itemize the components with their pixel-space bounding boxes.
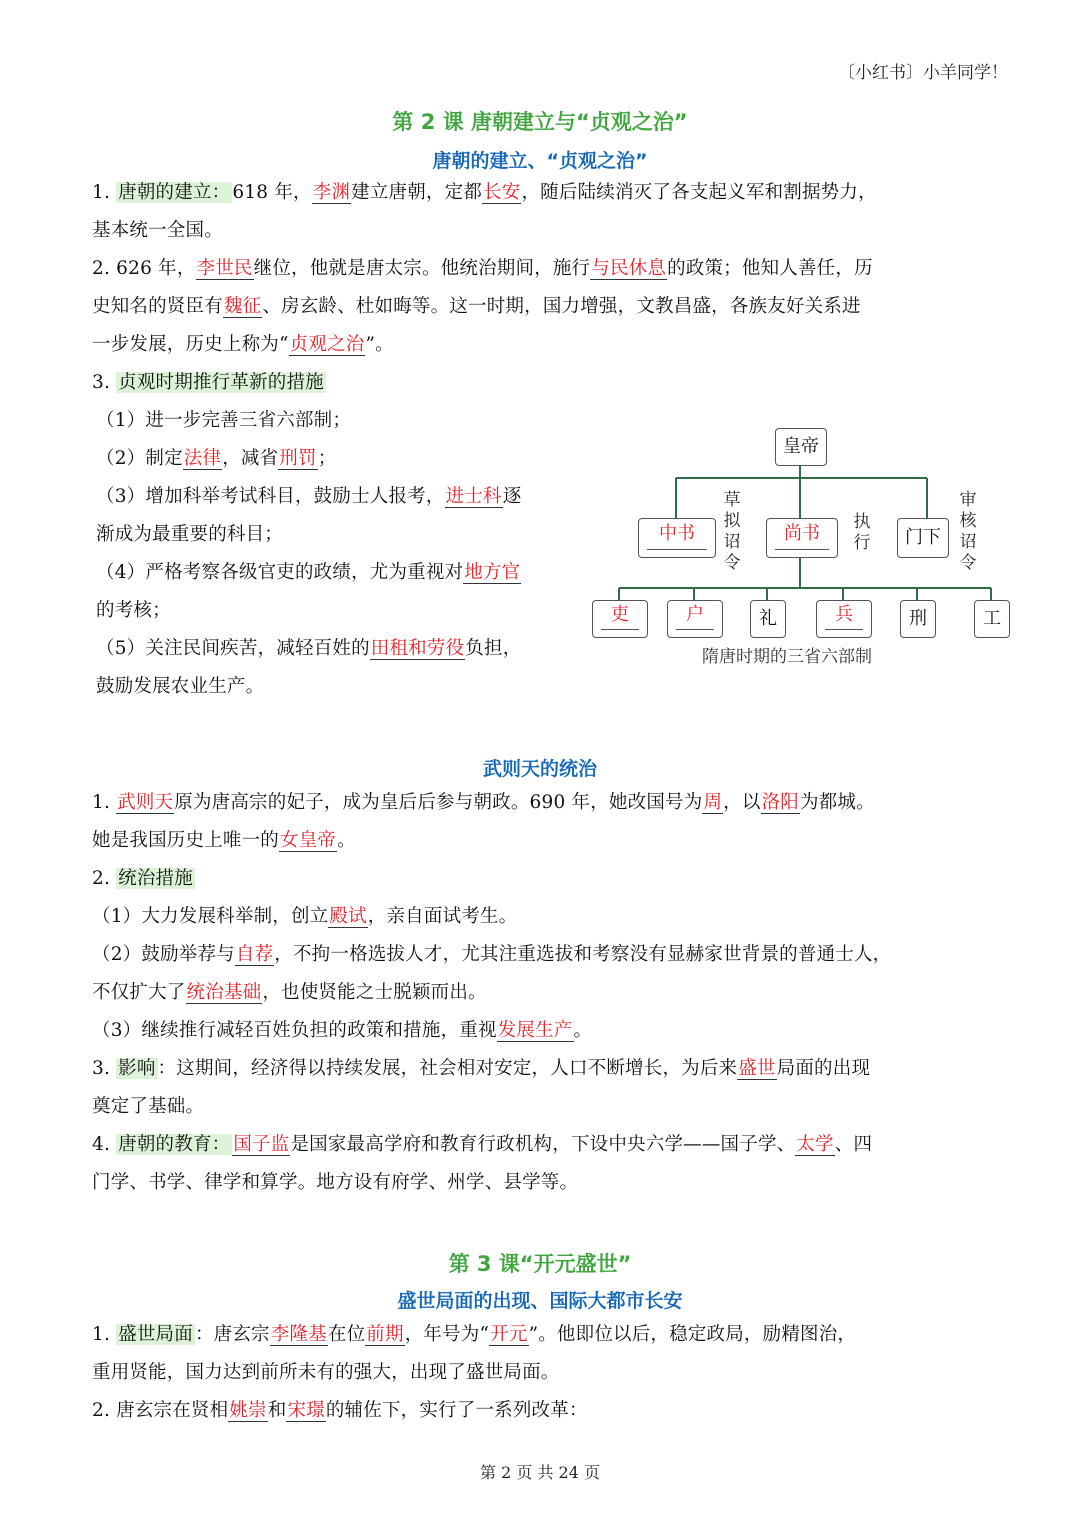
item-number: 2. xyxy=(92,868,117,889)
keyword: 刑罚 xyxy=(279,448,317,469)
paragraph-reforms-heading xyxy=(92,364,992,402)
keyword: 殿试 xyxy=(329,906,367,927)
ministry-personnel xyxy=(592,600,648,638)
ministry-label: 户 xyxy=(686,604,704,625)
item-number: 1. xyxy=(92,792,117,813)
text: 2. 626 年， xyxy=(92,258,196,279)
paragraph-zhenguan xyxy=(92,250,992,364)
text: （2）鼓励举荐与 xyxy=(92,944,235,965)
text: 逐 xyxy=(502,486,522,507)
text: 、四 xyxy=(834,1134,873,1155)
text: 的辅佐下，实行了一系列改革： xyxy=(325,1400,588,1421)
text: 奠定了基础。 xyxy=(92,1096,205,1117)
keyword: 法律 xyxy=(183,448,222,469)
text: （3）增加科举考试科目，鼓励士人报考， xyxy=(96,486,445,507)
text: 一步发展，历史上称为“ xyxy=(92,334,289,355)
highlight-label: 统治措施 xyxy=(118,868,193,889)
text: 门学、书学、律学和算学。地方设有府学、州学、县学等。 xyxy=(92,1172,579,1193)
item-number: 1. xyxy=(92,1324,117,1345)
text: 。 xyxy=(337,830,356,851)
text: （1）大力发展科举制，创立 xyxy=(92,906,329,927)
keyword: 田租和劳役 xyxy=(370,638,465,659)
keyword: 国子监 xyxy=(233,1134,290,1155)
item-number: 3. xyxy=(92,1058,117,1079)
ministry-rites: 礼 xyxy=(750,600,786,638)
keyword: 地方官 xyxy=(464,562,521,583)
paragraph-education xyxy=(92,1126,992,1202)
item-number: 1. xyxy=(92,182,117,203)
lesson-2-title: 第 2 课 唐朝建立与“贞观之治” xyxy=(392,110,688,134)
text: ，随后陆续消灭了各支起义军和割据势力， xyxy=(521,182,877,203)
list-item: （1）进一步完善三省六部制； xyxy=(96,410,352,431)
keyword: 魏征 xyxy=(223,296,262,317)
keyword: 开元 xyxy=(490,1324,528,1345)
paragraph-influence xyxy=(92,1050,992,1126)
source-tag: 〔小红书〕小羊同学！ xyxy=(838,63,1008,83)
text: ，不拘一格选拔人才，尤其注重选拔和考察没有显赫家世背景的普通士人， xyxy=(274,944,892,965)
text: 。 xyxy=(573,1020,593,1041)
keyword: 李渊 xyxy=(312,182,351,203)
text: （3）继续推行减轻百姓负担的政策和措施，重视 xyxy=(92,1020,497,1041)
keyword: 发展生产 xyxy=(497,1020,573,1041)
ministry-works: 工 xyxy=(974,600,1010,638)
keyword: 武则天 xyxy=(117,792,174,813)
text: 史知名的贤臣有 xyxy=(92,296,223,317)
diagram-caption: 隋唐时期的三省六部制 xyxy=(702,647,872,667)
text: 重用贤能，国力达到前所未有的强大，出现了盛世局面。 xyxy=(92,1362,560,1383)
text: ； xyxy=(317,448,337,469)
keyword: 宋璟 xyxy=(287,1400,325,1421)
item-number: 3. xyxy=(92,372,117,393)
text: 的考核； xyxy=(96,600,171,621)
text: ”。 xyxy=(365,334,394,355)
lesson-3-title: 第 3 课“开元盛世” xyxy=(448,1252,632,1276)
shangshu-label: 尚书 xyxy=(784,523,820,544)
text: 和 xyxy=(267,1400,287,1421)
keyword: 长安 xyxy=(483,182,521,203)
keyword: 自荐 xyxy=(235,944,274,965)
keyword: 进士科 xyxy=(445,486,502,507)
shangshu-box xyxy=(766,518,838,558)
text: ，也使贤能之士脱颖而出。 xyxy=(262,982,487,1003)
keyword: 前期 xyxy=(366,1324,404,1345)
text: 负担， xyxy=(465,638,522,659)
text: ：唐玄宗 xyxy=(194,1324,270,1345)
text: 鼓励发展农业生产。 xyxy=(96,676,265,697)
zhongshu-box xyxy=(638,518,716,558)
text: ：这期间，经济得以持续发展，社会相对安定，人口不断增长，为后来 xyxy=(157,1058,738,1079)
keyword: 太学 xyxy=(796,1134,834,1155)
text: 为都城。 xyxy=(799,792,875,813)
note-execute: 执行 xyxy=(853,512,871,553)
item-number: 4. xyxy=(92,1134,117,1155)
keyword: 贞观之治 xyxy=(289,334,365,355)
text: 基本统一全国。 xyxy=(92,220,223,241)
highlight-label: 唐朝的建立： xyxy=(118,182,231,203)
ministry-revenue xyxy=(667,600,723,638)
note-draft-edicts: 草拟诏令 xyxy=(723,490,741,573)
ministry-justice: 刑 xyxy=(900,600,936,638)
section-wu-zetian-title: 武则天的统治 xyxy=(482,758,597,780)
text: ，亲自面试考生。 xyxy=(367,906,518,927)
text: ，减省 xyxy=(222,448,279,469)
text: 不仅扩大了 xyxy=(92,982,186,1003)
highlight-label: 盛世局面 xyxy=(118,1324,193,1345)
highlight-label: 影响 xyxy=(118,1058,156,1079)
page-number: 第 2 页 共 24 页 xyxy=(480,1463,600,1482)
highlight-label: 贞观时期推行革新的措施 xyxy=(118,372,324,393)
keyword: 盛世 xyxy=(738,1058,776,1079)
zhongshu-label: 中书 xyxy=(659,523,695,544)
text: ”。他即位以后，稳定政局，励精图治， xyxy=(528,1324,857,1345)
text: 、房玄龄、杜如晦等。这一时期，国力增强，文教昌盛，各族友好关系进 xyxy=(262,296,861,317)
keyword: 洛阳 xyxy=(761,792,799,813)
keyword: 李世民 xyxy=(196,258,253,279)
text: （5）关注民间疾苦，减轻百姓的 xyxy=(96,638,370,659)
text: 继位，他就是唐太宗。他统治期间，施行 xyxy=(253,258,591,279)
note-review-edicts: 审核诏令 xyxy=(959,490,977,573)
text: ，年号为“ xyxy=(404,1324,490,1345)
paragraph-ruling-measures xyxy=(92,860,992,1050)
text: 618 年， xyxy=(232,182,312,203)
ministry-war xyxy=(816,600,872,638)
text: 局面的出现 xyxy=(776,1058,871,1079)
paragraph-prosperity xyxy=(92,1316,992,1430)
menxia-box: 门下 xyxy=(897,518,949,558)
text: 渐成为最重要的科目； xyxy=(96,524,284,545)
text: 建立唐朝，定都 xyxy=(351,182,483,203)
reform-list xyxy=(96,402,521,706)
keyword: 与民休息 xyxy=(591,258,667,279)
highlight-label: 唐朝的教育： xyxy=(118,1134,231,1155)
three-departments-six-ministries-diagram xyxy=(582,420,1022,675)
text: 是国家最高学府和教育行政机构，下设中央六学——国子学、 xyxy=(290,1134,796,1155)
keyword: 姚崇 xyxy=(229,1400,267,1421)
keyword: 李隆基 xyxy=(270,1324,327,1345)
keyword: 女皇帝 xyxy=(280,830,337,851)
ministry-label: 兵 xyxy=(835,604,853,625)
text: 在位 xyxy=(327,1324,366,1345)
keyword: 统治基础 xyxy=(186,982,262,1003)
text: 原为唐高宗的妃子，成为皇后后参与朝政。690 年，她改国号为 xyxy=(174,792,703,813)
paragraph-wu-zetian xyxy=(92,784,992,860)
text: （2）制定 xyxy=(96,448,183,469)
ministry-label: 吏 xyxy=(611,604,629,625)
text: （4）严格考察各级官吏的政绩，尤为重视对 xyxy=(96,562,464,583)
text: 她是我国历史上唯一的 xyxy=(92,830,280,851)
emperor-box: 皇帝 xyxy=(775,428,827,466)
section-tang-founding-title: 唐朝的建立、“贞观之治” xyxy=(432,150,648,172)
keyword: 周 xyxy=(703,792,723,813)
text: 2. 唐玄宗在贤相 xyxy=(92,1400,229,1421)
text: 的政策；他知人善任，历 xyxy=(667,258,873,279)
text: ，以 xyxy=(723,792,761,813)
section-prosperity-title: 盛世局面的出现、国际大都市长安 xyxy=(397,1290,683,1312)
paragraph-tang-founding xyxy=(92,174,992,250)
